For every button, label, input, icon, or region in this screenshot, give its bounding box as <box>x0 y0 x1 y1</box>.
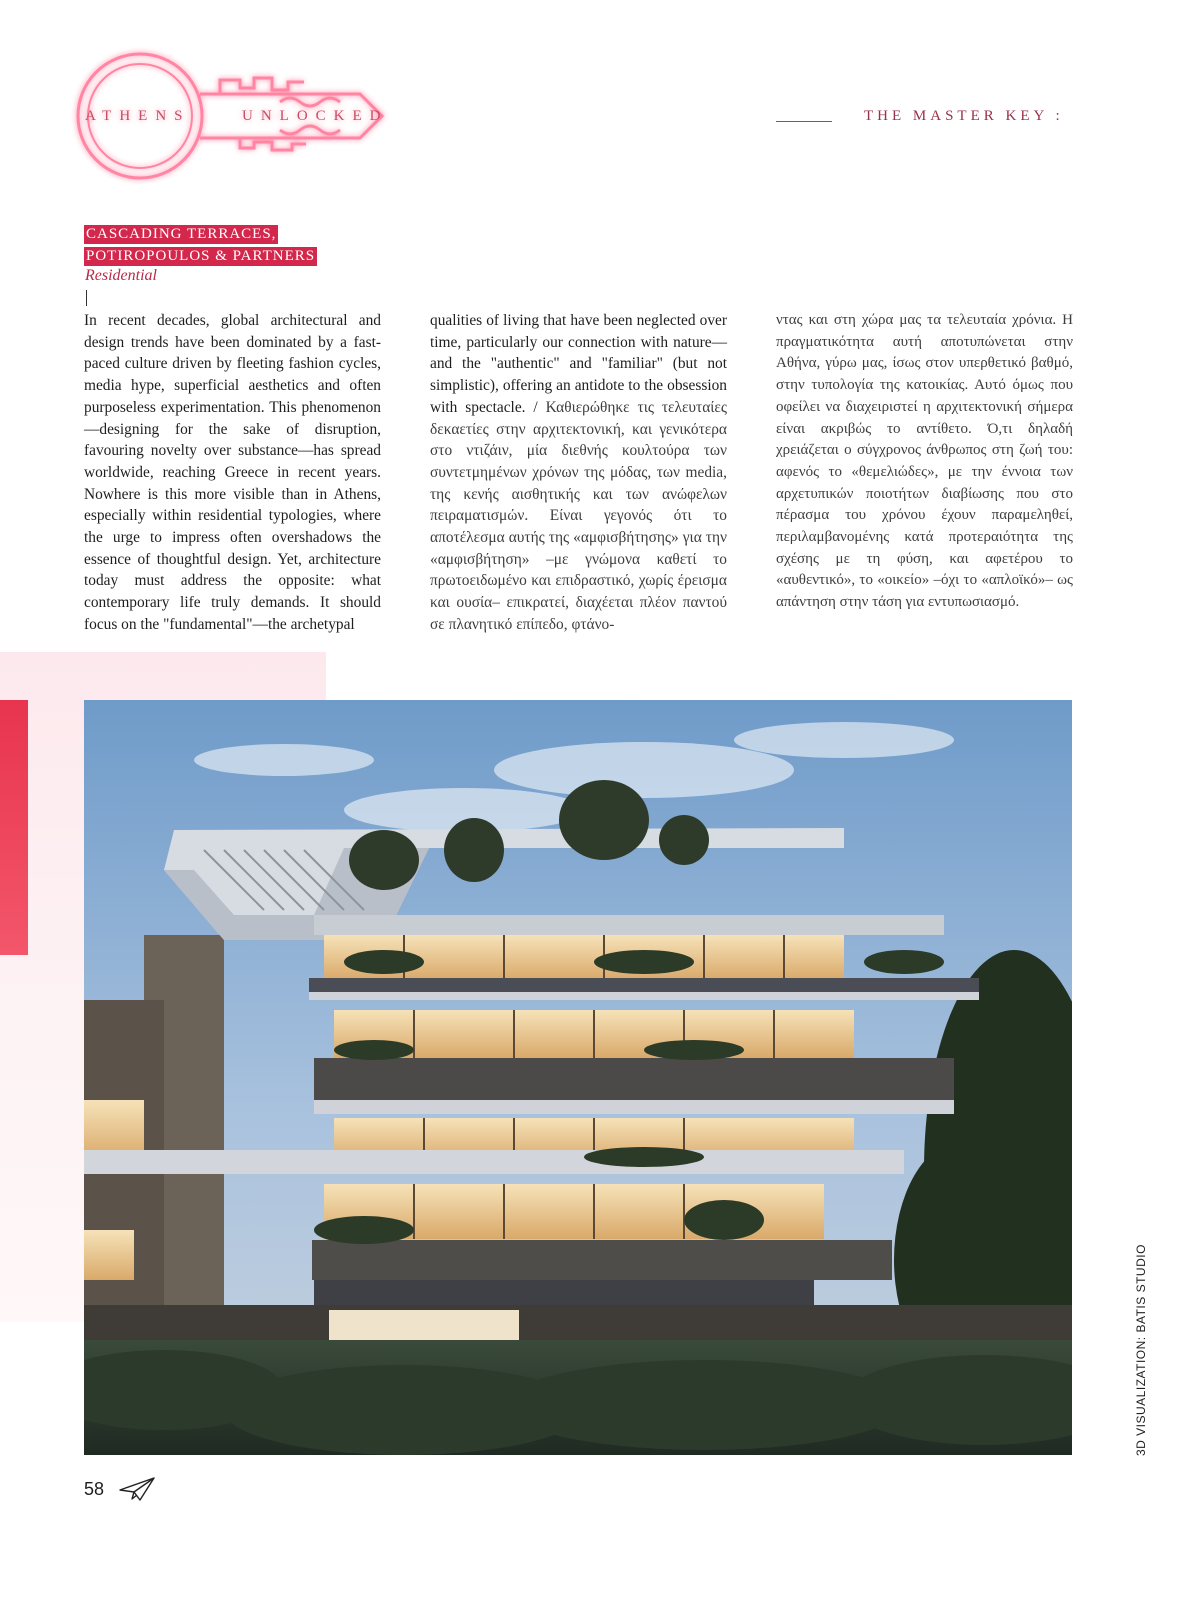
building-rendering-illustration <box>84 700 1072 1455</box>
body-column-1: In recent decades, global architectural and design trends have been dominated by a fast-paced culture driven by fleeting fashion cycles, media hype, superficial aesthetics and often purposeless experimentation. This phenomenon—designing for the sake of disruption, favouring novelty over substance—has spread worldwide, reaching Greece in recent years. Nowhere is this more visible than in Athens, especially within residential typologies, where the urge to impress often overshadows the essence of thoughtful design. Yet, architecture today must address the opposite: what contemporary life truly demands. It should focus on the "fundamental"—the archetypal <box>84 312 381 633</box>
athens-unlocked-logo <box>60 40 420 190</box>
logo-word-unlocked: UNLOCKED <box>242 108 389 124</box>
article-category: Residential <box>85 267 157 284</box>
body-column-2 <box>430 310 727 636</box>
logo-word-athens: ATHENS <box>85 108 191 124</box>
decorative-red-bar <box>0 700 28 955</box>
body-column-2-english: qualities of living that have been neglected over time, particularly our connection with nature—and the "authentic" and "familiar" (but not simplistic), offering an antidote to the obsession with spectacle. / <box>430 312 727 416</box>
paper-plane-icon <box>118 1476 156 1502</box>
text-divider <box>86 290 87 306</box>
article-headline <box>84 225 317 266</box>
page-number: 58 <box>84 1479 105 1499</box>
body-column-3: ντας και στη χώρα μας τα τελευταία χρόνια. Η πραγματικότητα αυτή αποτυπώνεται στην Αθήνα, γύρω μας, ίσως στον υπερθετικό βαθμό, στην τυπολογία της κατοικίας. Αυτό όμως που οφείλει να διαχειριστεί η αρχιτεκτονική σήμερα είναι ακριβώς το αντίθετο. Ό,τι δηλαδή χρειάζεται ο σύγχρονος άνθρωπος στη ζωή του: αφενός το «θεμελιώδες», με την έννοια των αρχετυπικών ποιοτήτων διαβίωσης που στο πέρασμα του χρόνου έχουν παραμεληθεί, περιλαμβανομένης κατά προτεραιότητα της σχέσης με τη φύση, και αφετέρου το «αυθεντικό», το «οικείο» –όχι το «απλοϊκό»– ως απάντηση στην τάση για εντυπωσιασμό. <box>776 312 1073 611</box>
image-credit: 3D VISUALIZATION: BATIS STUDIO <box>1134 1244 1148 1456</box>
building-rendering <box>84 700 1072 1455</box>
headline-line-2: POTIROPOULOS & PARTNERS <box>86 248 316 264</box>
headline-line-1: CASCADING TERRACES, <box>86 226 277 242</box>
body-column-2-greek: Καθιερώθηκε τις τελευταίες δεκαετίες στην αρχιτεκτονική, και γενικότερα στο ντιζάιν, μία διεθνής κουλτούρα των συντετμημένων χρόνων της μόδας, των media, της κενής αισθητικής και των ανώφελων πειραματισμών. Είναι γεγονός ότι το αποτέλεσμα αυτής της «αμφισβήτησης» για την «αμφισβήτηση» –με γνώμονα καθετί το πρωτοειδωμένο και επιδραστικό, χωρίς έρεισμα και ουσία– επικρατεί, διαχέεται πλέον παντού σε πλανητικό επίπεδο, φτάνο- <box>430 398 727 633</box>
header-divider <box>776 121 832 122</box>
section-title: THE MASTER KEY : <box>864 108 1064 124</box>
